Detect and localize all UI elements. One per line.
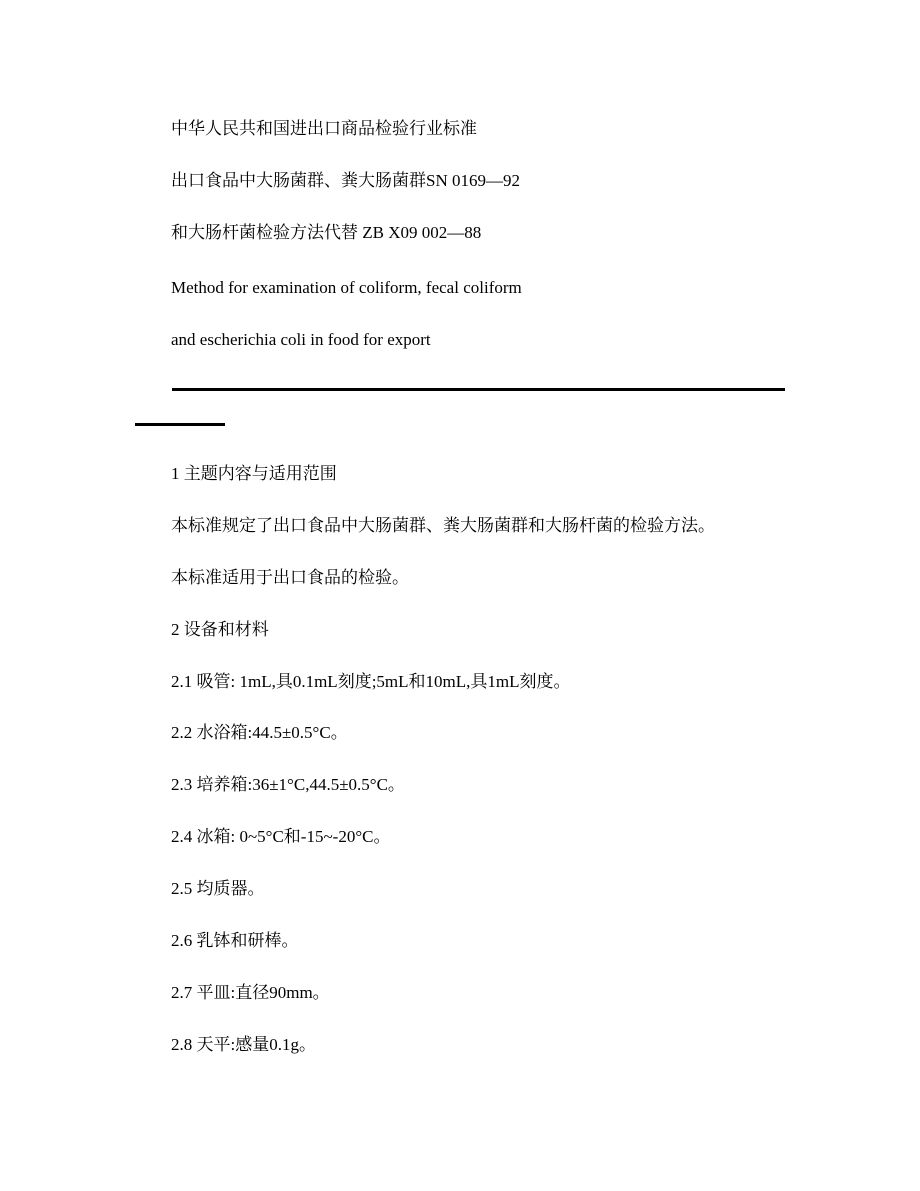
item-2-4: 2.4 冰箱: 0~5°C和-15~-20°C。: [171, 827, 391, 846]
section-1-heading: 1 主题内容与适用范围: [171, 464, 337, 483]
item-2-1: 2.1 吸管: 1mL,具0.1mL刻度;5mL和10mL,具1mL刻度。: [171, 672, 571, 691]
applicability-paragraph: 本标准适用于出口食品的检验。: [171, 568, 409, 587]
item-2-3: 2.3 培养箱:36±1°C,44.5±0.5°C。: [171, 775, 405, 794]
scope-paragraph: 本标准规定了出口食品中大肠菌群、粪大肠菌群和大肠杆菌的检验方法。: [171, 516, 715, 535]
standard-title-line-1: 出口食品中大肠菌群、粪大肠菌群SN 0169—92: [171, 171, 520, 190]
english-title-line-1: Method for examination of coliform, fecal coliform: [171, 278, 522, 297]
section-2-heading: 2 设备和材料: [171, 620, 269, 639]
english-title-line-2: and escherichia coli in food for export: [171, 330, 431, 349]
issuing-organization: 中华人民共和国进出口商品检验行业标准: [171, 119, 477, 138]
item-2-6: 2.6 乳钵和研棒。: [171, 931, 299, 950]
item-2-5: 2.5 均质器。: [171, 879, 265, 898]
standard-title-line-2: 和大肠杆菌检验方法代替 ZB X09 002—88: [171, 223, 482, 242]
item-2-7: 2.7 平皿:直径90mm。: [171, 983, 330, 1002]
header-divider-long: [172, 388, 785, 391]
item-2-2: 2.2 水浴箱:44.5±0.5°C。: [171, 723, 348, 742]
header-divider-short: [135, 423, 225, 426]
item-2-8: 2.8 天平:感量0.1g。: [171, 1035, 316, 1054]
